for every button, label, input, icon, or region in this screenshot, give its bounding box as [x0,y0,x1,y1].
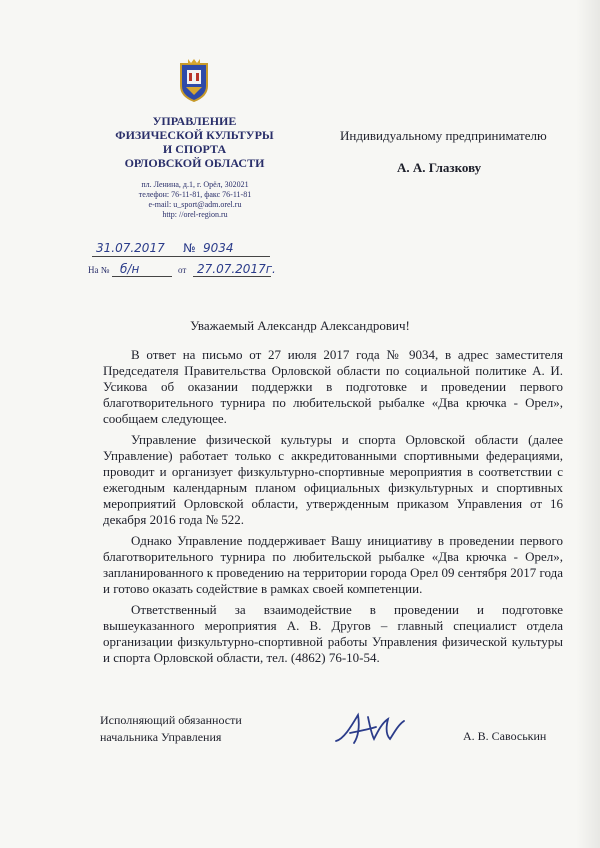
reference-date-underline [193,276,271,277]
body-paragraph: Ответственный за взаимодействие в проведении и подготовке вышеуказанного мероприятия А. В. Другов – главный специалист отдела организации физкультурно-спортивной работы Управления физической культуры и спорта Орловской области, тел. (4862) 76-10-54. [103,602,563,665]
addressee-title: Индивидуальному предпринимателю [340,128,547,143]
org-line: УПРАВЛЕНИЕ [152,114,237,128]
signer-position-line: начальника Управления [100,730,222,744]
reference-from-label: от [178,265,187,275]
signer-name: А. В. Савоськин [463,729,547,743]
signer-position [100,712,242,746]
registration-date: 31.07.2017 [96,241,165,255]
sender-contacts [110,180,280,220]
body-paragraph: В ответ на письмо от 27 июля 2017 года № 9034, в адрес заместителя Председателя Правительства Орловской области по социальной политике А. И. Усикова об оказании поддержки в подготовке и проведении первого благотворительного турнира по любительской рыбалке «Два крючка - Орел», сообщаем следующее. [103,347,563,426]
contact-email: e-mail: u_sport@adm.orel.ru [148,200,242,209]
signature-icon [330,705,410,750]
contact-address: пл. Ленина, д.1, г. Орёл, 302021 [141,180,249,189]
registration-number-sign: № [183,241,196,255]
signer-position-line: Исполняющий обязанности [100,713,242,727]
letter-body [103,347,563,671]
coat-of-arms-icon [178,58,210,102]
contact-website: http: //orel-region.ru [162,210,228,219]
contact-phone: телефон: 76-11-81, факс 76-11-81 [138,190,252,199]
addressee-block [340,128,580,176]
reference-underline [112,276,172,277]
org-line: ФИЗИЧЕСКОЙ КУЛЬТУРЫ [115,128,274,142]
body-paragraph: Однако Управление поддерживает Вашу инициативу в проведении первого благотворительного турнира по любительской рыбалке «Два крючка - Орел», запланированного к проведению на территории города Орел 09 сентября 2017 года и готово оказать содействие в рамках своей компетенции. [103,533,563,596]
reference-number: б/н [120,262,140,276]
greeting: Уважаемый Александр Александрович! [190,318,410,333]
body-paragraph: Управление физической культуры и спорта Орловской области (далее Управление) работает только с аккредитованными спортивными федерациями, проводит и организует физкультурно-спортивные мероприятия в соответствии с ежегодным календарным планом официальных физкультурных и спортивных мероприятий Орловской области, утвержденным приказом Управления от 16 декабря 2016 года № 522. [103,432,563,527]
sender-organization [92,114,297,170]
scan-shadow [576,0,600,848]
registration-underline [92,256,270,257]
org-line: ОРЛОВСКОЙ ОБЛАСТИ [124,156,265,170]
org-line: И СПОРТА [162,142,227,156]
reference-date: 27.07.2017г. [197,262,276,276]
addressee-name: А. А. Глазкову [397,160,482,175]
registration-number: 9034 [203,241,234,255]
reference-label: На № [88,265,110,275]
